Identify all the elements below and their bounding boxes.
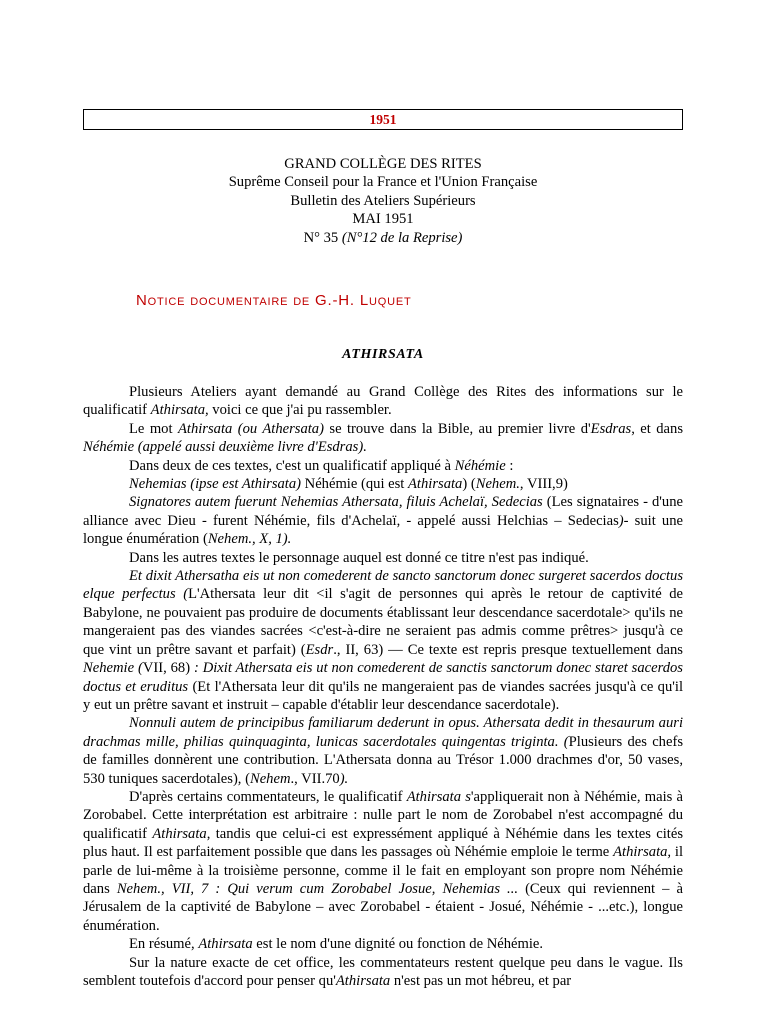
paragraph: Plusieurs Ateliers ayant demandé au Grand Collège des Rites des informations sur le qualificatif Athirsata, voici ce que j'ai pu rassembler.	[83, 384, 683, 419]
header-line-4: MAI 1951	[352, 211, 414, 228]
notice-title: Notice documentaire de G.-H. Luquet	[136, 292, 412, 309]
header-line-3: Bulletin des Ateliers Supérieurs	[290, 192, 476, 209]
article-body	[83, 383, 683, 990]
header-issue-line	[83, 229, 683, 247]
year-label: 1951	[369, 112, 397, 127]
paragraph: Sur la nature exacte de cet office, les commentateurs restent quelque peu dans le vague. Ils semblent toutefois d'accord pour penser qu'Athirsata n'est pas un mot hébreu, et par	[83, 954, 683, 989]
paragraph: Dans les autres textes le personnage auquel est donné ce titre n'est pas indiqué.	[129, 549, 589, 566]
issue-reprise: (N°12 de la Reprise)	[341, 229, 463, 246]
paragraph: Dans deux de ces textes, c'est un qualificatif appliqué à Néhémie :	[129, 457, 514, 474]
bulletin-header	[83, 137, 683, 247]
paragraph: Le mot Athirsata (ou Athersata) se trouve dans la Bible, au premier livre d'Esdras, et dans Néhémie (appelé aussi deuxième livre d'Esdras).	[83, 420, 683, 456]
paragraph: En résumé, Athirsata est le nom d'une dignité ou fonction de Néhémie.	[129, 936, 544, 953]
issue-number: N° 35	[303, 229, 342, 246]
paragraph: Nehemias (ipse est Athirsata) Néhémie (qui est Athirsata) (Nehem., VIII,9)	[129, 476, 568, 493]
article-title: ATHIRSATA	[342, 347, 424, 362]
paragraph: Et dixit Athersatha eis ut non comederent de sancto sanctorum donec surgeret sacerdos doctus elque perfectus (L'Athersata leur dit <il s'agit de personnes qui après le retour de captivité de Babylone, ne pouvaient pas produire de documents établissant leur descendance sacerdotale> qu'ils ne mangeraient pas des viandes sacrées <c'est-à-dire ne seraient pas admis comme prêtres> jusqu'à ce que vint un prêtre savant et parfait) (Esdr., II, 63) — Ce texte est repris presque textuellement dans Nehemie (VII, 68) : Dixit Athersata eis ut non comederent de sanctis sanctorum donec staret sacerdos doctus et eruditus (Et l'Athersata leur dit qu'ils ne mangeraient pas de viandes sacrées jusqu'à ce qu'il y eut un prêtre savant et instruit – capable d'établir leur descendance sacerdotale).	[83, 568, 683, 713]
header-line-1: GRAND COLLÈGE DES RITES	[284, 156, 482, 172]
paragraph: Signatores autem fuerunt Nehemias Athersata, filuis Achelaï, Sedecias (Les signataires - d'une alliance avec Dieu - furent Néhémie, fils d'Achelaï, - appelé aussi Helchias – Sedecias)- suit une longue énumération (Nehem., X, 1).	[83, 494, 683, 548]
paragraph: D'après certains commentateurs, le qualificatif Athirsata s'appliquerait non à Néhémie, mais à Zorobabel. Cette interprétation est arbitraire : nulle part le nom de Zorobabel n'est accompagné du qualificatif Athirsata, tandis que celui-ci est expressément appliqué à Néhémie dans les textes cités plus haut. Il est parfaitement possible que dans les passages où Néhémie emploie le terme Athirsata, il parle de lui-même à la troisième personne, comme il le fait en employant son propre nom Néhémie dans Nehem., VII, 7 : Qui verum cum Zorobabel Josue, Nehemias ... (Ceux qui reviennent – à Jérusalem de la captivité de Babylone – avec Zorobabel - étaient - Josué, Néhémie - ...etc.), longue énumération.	[83, 788, 683, 934]
header-line-2: Suprême Conseil pour la France et l'Union Française	[228, 174, 538, 191]
paragraph: Nonnuli autem de principibus familiarum dederunt in opus. Athersata dedit in thesaurum auri drachmas mille, philias quinquaginta, lunicas sacerdotales quingentas triginta. (Plusieurs des chefs de familles donnèrent une contribution. L'Athersata donna au Trésor 1.000 drachmes d'or, 50 vases, 530 tuniques sacerdotales), (Nehem., VII.70).	[83, 715, 683, 787]
year-box	[83, 109, 683, 130]
